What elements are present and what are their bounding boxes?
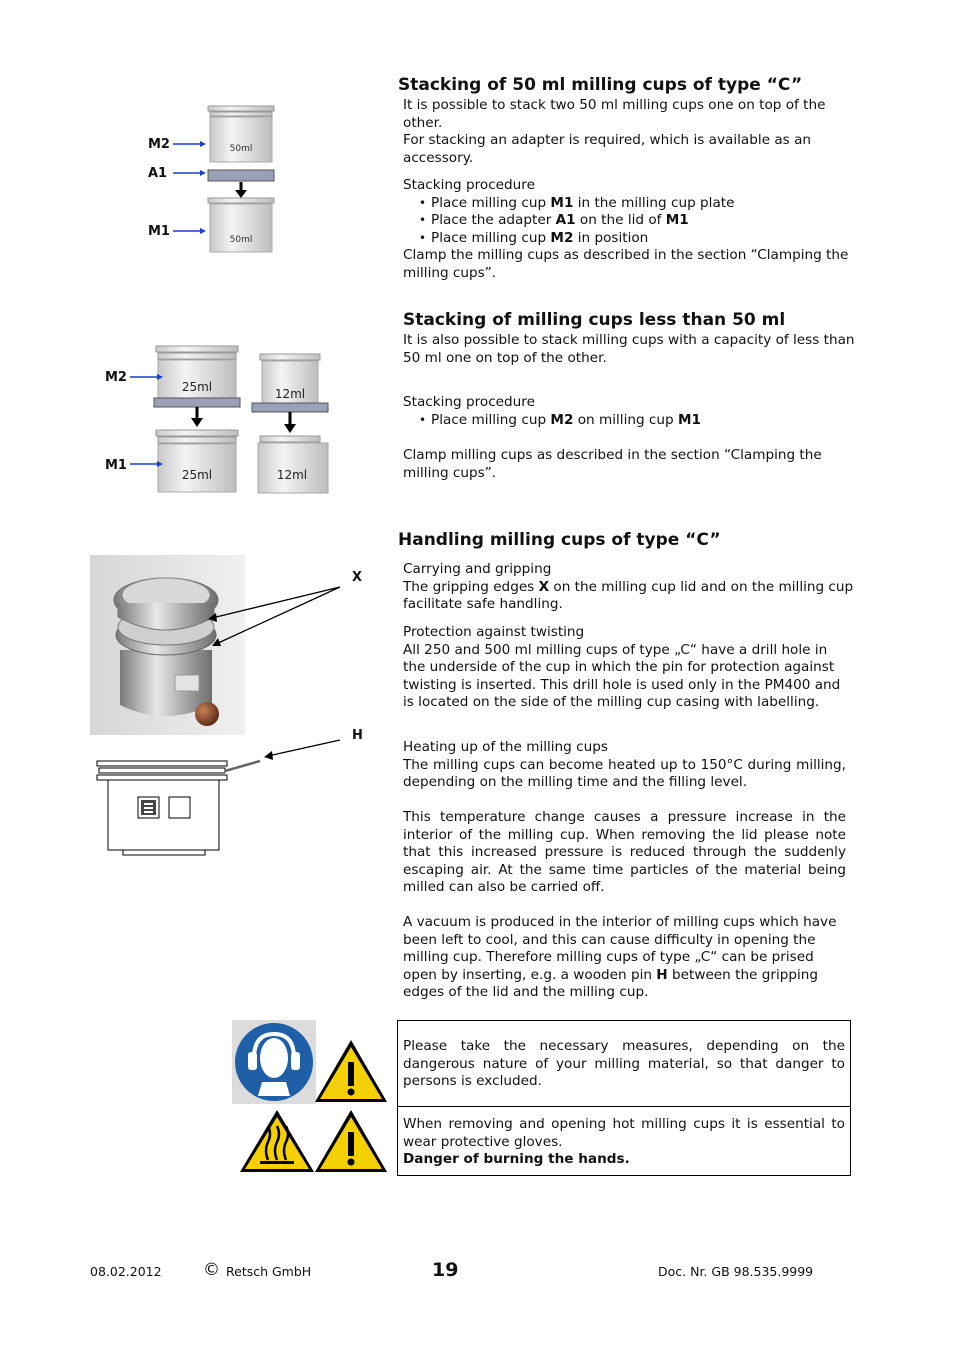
section-title-stacking-50ml: Stacking of 50 ml milling cups of type “C” xyxy=(398,75,803,95)
footer-doc-number: Doc. Nr. GB 98.535.9999 xyxy=(658,1264,814,1279)
label-m2: M2 xyxy=(148,137,170,152)
list-item: • Place milling cup M1 in the milling cup plate xyxy=(431,195,878,213)
section2-procedure: Stacking procedure • Place milling cup M2 on milling cup M1 xyxy=(403,394,863,429)
warning-text-gloves: When removing and opening hot milling cups it is essential to wear protective gloves. Danger of burning the hands. xyxy=(403,1116,845,1167)
warning-triangle-icon xyxy=(315,1040,387,1102)
section-title-handling: Handling milling cups of type “C” xyxy=(398,530,721,550)
list-item: • Place the adapter A1 on the lid of M1 xyxy=(431,212,878,230)
label-m1-small: M1 xyxy=(105,458,127,473)
section2-body: It is also possible to stack milling cups with a capacity of less than 50 ml one on top of the other. xyxy=(403,332,855,366)
warning-triangle-icon xyxy=(315,1110,387,1172)
cup-line-drawing xyxy=(95,755,265,860)
callout-lines xyxy=(200,582,350,762)
list-item: • Place milling cup M2 on milling cup M1 xyxy=(431,412,863,430)
section1-procedure: Stacking procedure • Place milling cup M1 in the milling cup plate • Place the adapter A1 on the lid of M1 • Place milling cup M2 in position Clamp the milling cups as described in the section “Clamping the milling cups”. xyxy=(403,177,878,282)
list-item: • Place milling cup M2 in position xyxy=(431,230,878,248)
label-a1: A1 xyxy=(148,166,168,181)
cup-label-25ml-top: 25ml xyxy=(181,380,213,394)
copyright-symbol: © xyxy=(203,1260,220,1280)
footer-date: 08.02.2012 xyxy=(90,1264,162,1279)
heat-block: Heating up of the milling cups The milling cups can become heated up to 150°C during milling, depending on the milling time and the filling level. xyxy=(403,739,846,790)
label-m2-small: M2 xyxy=(105,370,127,385)
label-h: H xyxy=(352,728,363,743)
cup-label-m1: 50ml xyxy=(229,235,253,245)
warning-text-material: Please take the necessary measures, depending on the dangerous nature of your milling material, so that danger to persons is excluded. xyxy=(403,1038,845,1089)
page-number: 19 xyxy=(432,1259,459,1281)
twist-block: Protection against twisting All 250 and 500 ml milling cups of type „C“ have a drill hole in the underside of the cup in which the pin for protection against twisting is inserted. This drill hole is used only in the PM400 and is located on the side of the milling cup casing with labelling. xyxy=(403,624,841,710)
cup-label-12ml-bottom: 12ml xyxy=(276,468,308,482)
cup-label-12ml-top: 12ml xyxy=(274,387,306,401)
footer-company: Retsch GmbH xyxy=(226,1264,312,1279)
ear-protection-icon xyxy=(232,1020,316,1104)
cup-label-25ml-bottom: 25ml xyxy=(181,468,213,482)
section1-body: It is possible to stack two 50 ml milling cups one on top of the other. For stacking an adapter is required, which is available as an accessory. xyxy=(403,97,826,166)
stacking-small-cups-diagram xyxy=(100,340,340,500)
hot-surface-icon xyxy=(240,1110,314,1172)
pressure-paragraph: This temperature change causes a pressure increase in the interior of the milling cup. When removing the lid please note that this increased pressure is reduced through the suddenly escaping air. At the same time particles of the material being milled can also be carried off. xyxy=(403,809,846,895)
label-x: X xyxy=(352,570,363,585)
carry-block: Carrying and gripping The gripping edges X on the milling cup lid and on the milling cup facilitate safe handling. xyxy=(403,561,854,612)
warning-symbols xyxy=(232,1020,392,1178)
warning-box xyxy=(397,1020,851,1176)
cup-label-m2: 50ml xyxy=(229,144,253,154)
vacuum-paragraph: A vacuum is produced in the interior of milling cups which have been left to cool, and this can cause difficulty in opening the milling cup. Therefore milling cups of type „C“ can be prised open by inserting, e.g. a wooden pin H between the gripping edges of the lid and the milling cup. xyxy=(403,914,837,1000)
section-title-stacking-less-50ml: Stacking of milling cups less than 50 ml xyxy=(403,310,786,330)
section2-clamp: Clamp milling cups as described in the section “Clamping the milling cups”. xyxy=(403,447,822,481)
label-m1: M1 xyxy=(148,224,170,239)
